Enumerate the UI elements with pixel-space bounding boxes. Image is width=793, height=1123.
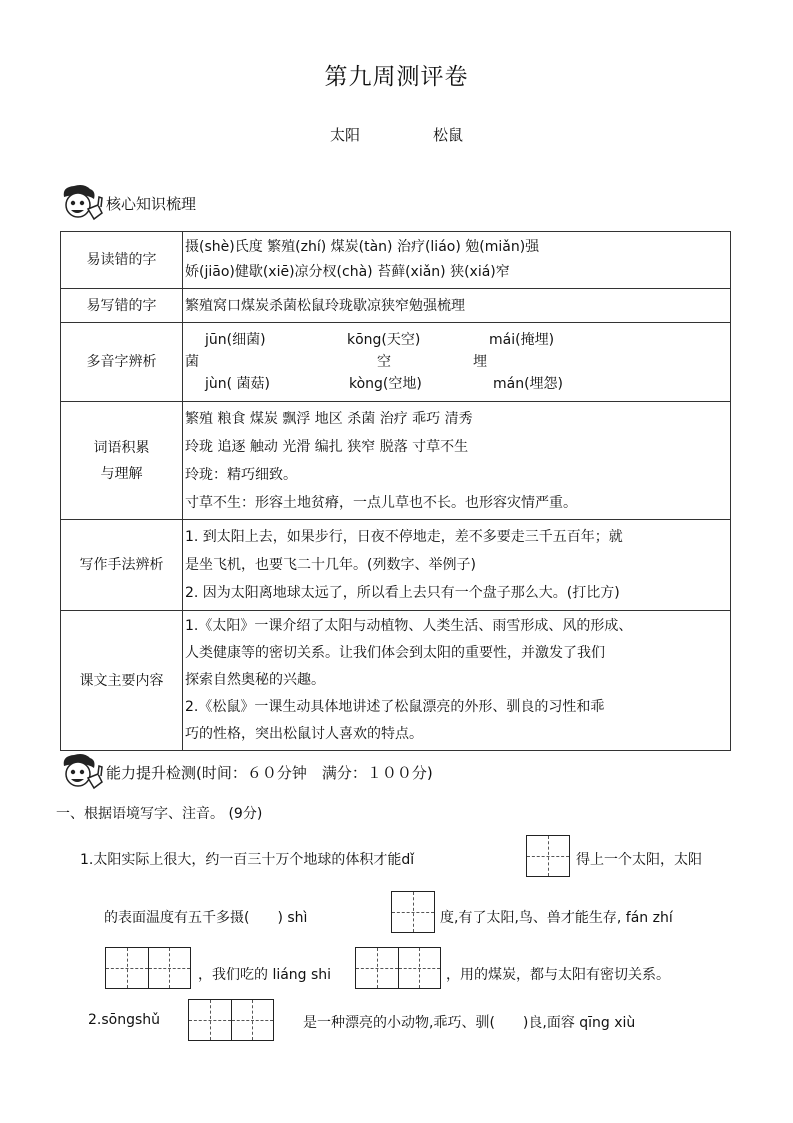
student-mascot-icon: [58, 183, 106, 223]
question-text: 2.sōngshǔ: [88, 1012, 161, 1028]
writing-grid-box[interactable]: [188, 999, 274, 1041]
writing-grid-box[interactable]: [105, 947, 191, 989]
question-text: 的表面温度有五千多摄( ) shì: [104, 910, 308, 926]
question-text: 度,有了太阳,鸟、兽才能生存, fán zhí: [440, 910, 673, 926]
question-text: 是一种漂亮的小动物,乖巧、驯( )良,面容 qīng xiù: [303, 1015, 636, 1031]
row-header: 写作手法辨析: [61, 520, 183, 611]
question-text: 得上一个太阳，太阳: [576, 852, 702, 868]
writing-grid-box[interactable]: [526, 835, 570, 877]
lesson-title-squirrel: 松鼠: [433, 126, 464, 144]
row-header: 易读错的字: [61, 232, 183, 289]
section-header-core-knowledge: [58, 183, 196, 223]
knowledge-table: [60, 231, 731, 751]
lesson-title-sun: 太阳: [330, 126, 361, 144]
row-content: 1. 到太阳上去，如果步行，日夜不停地走，差不多要走三千五百年；就 是坐飞机，也要飞二十几年。(列数字、举例子) 2. 因为太阳离地球太远了，所以看上去只有一个盘子那么大。(打比方): [183, 520, 731, 611]
student-mascot-icon: [58, 752, 106, 792]
row-content: 繁殖 粮食 煤炭 飘浮 地区 杀菌 治疗 乖巧 清秀 玲珑 追逐 触动 光滑 编扎 狭窄 脱落 寸草不生 玲珑：精巧细致。 寸草不生：形容土地贫瘠，一点儿草也不长。也形容灾情严重。: [183, 402, 731, 520]
row-header: 易写错的字: [61, 289, 183, 323]
table-row: [61, 520, 731, 611]
writing-grid-box[interactable]: [391, 891, 435, 933]
section-label: 核心知识梳理: [106, 194, 197, 213]
section-label: 能力提升检测(时间：６０分钟 满分：１００分): [106, 763, 433, 782]
row-content-polyphone: jūn(细菌) kōng(天空) mái(掩埋) 菌 空 埋 jùn( 菌菇) kòng(空地) mán(埋怨): [183, 323, 731, 402]
row-content: 摄(shè)氏度 繁殖(zhí) 煤炭(tàn) 治疗(liáo) 勉(miǎn)强 娇(jiāo)健歇(xiē)凉分杈(chà) 苔藓(xiǎn) 狭(xiá)窄: [183, 232, 731, 289]
row-header: 词语积累 与理解: [61, 402, 183, 520]
part-heading: 一、根据语境写字、注音。 (9分): [56, 806, 263, 822]
row-header: 课文主要内容: [61, 611, 183, 751]
row-content: 繁殖窝口煤炭杀菌松鼠玲珑歇凉狭窄勉强梳理: [183, 289, 731, 323]
question-text: ，我们吃的 liáng shi: [198, 967, 332, 983]
table-row: [61, 611, 731, 751]
row-header: 多音字辨析: [61, 323, 183, 402]
page-title: 第九周测评卷: [324, 64, 469, 90]
table-row: [61, 402, 731, 520]
section-header-ability-test: [58, 752, 433, 792]
question-text: ，用的煤炭，都与太阳有密切关系。: [446, 967, 670, 983]
table-row: [61, 232, 731, 289]
writing-grid-box[interactable]: [355, 947, 441, 989]
table-row: [61, 289, 731, 323]
question-text: 1.太阳实际上很大，约一百三十万个地球的体积才能dǐ: [80, 852, 415, 868]
table-row: [61, 323, 731, 402]
row-content: 1.《太阳》一课介绍了太阳与动植物、人类生活、雨雪形成、风的形成、 人类健康等的密切关系。让我们体会到太阳的重要性，并激发了我们 探索自然奥秘的兴趣。 2.《松鼠》一课生动具体地讲述了松鼠漂亮的外形、驯良的习性和乖 巧的性格，突出松鼠讨人喜欢的特点。: [183, 611, 731, 751]
